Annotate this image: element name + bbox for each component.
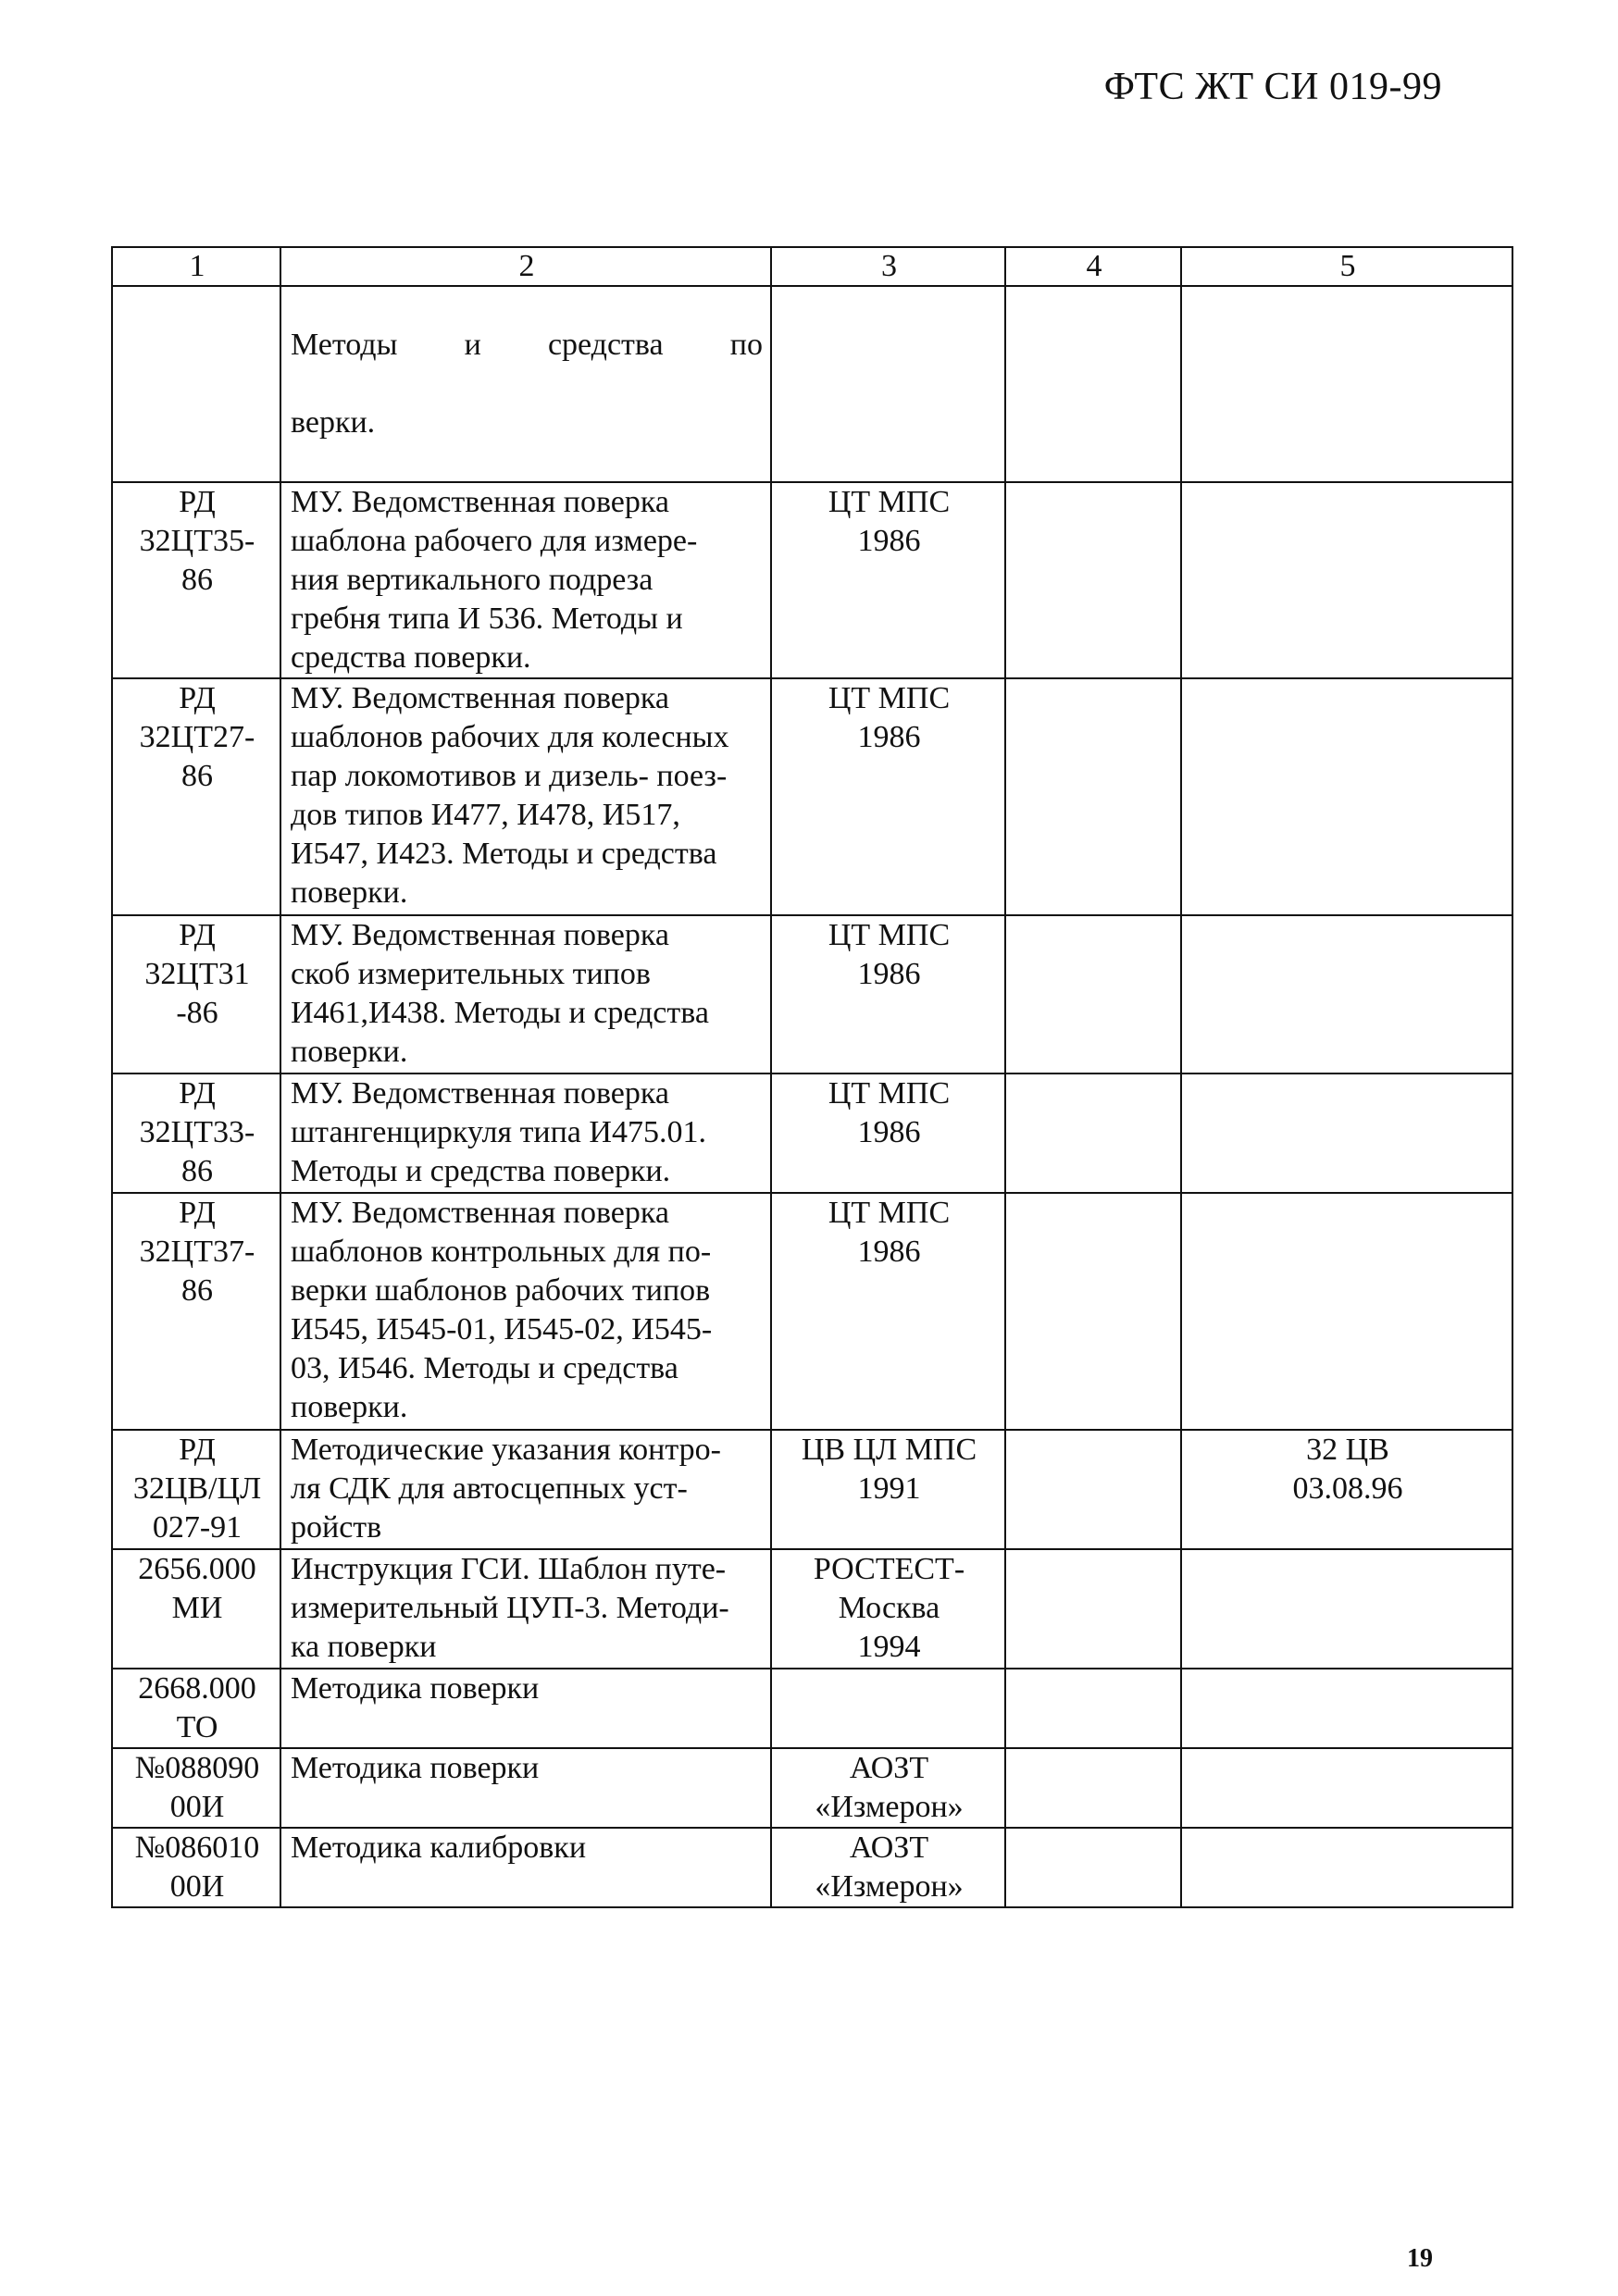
column-4-cell xyxy=(1005,1549,1181,1669)
document-designation-cell: РД 32ЦТ37- 86 xyxy=(112,1193,280,1430)
column-number: 5 xyxy=(1181,247,1512,286)
table-row xyxy=(112,915,1512,1074)
developer-cell: АОЗТ «Измерон» xyxy=(771,1828,1005,1907)
standards-table xyxy=(111,246,1513,1908)
developer-cell: ЦТ МПС 1986 xyxy=(771,915,1005,1074)
document-title-cell: МУ. Ведомственная поверка скоб измерительных типов И461,И438. Методы и средства поверки. xyxy=(280,915,771,1074)
document-designation-cell: 2668.000 ТО xyxy=(112,1669,280,1748)
column-4-cell xyxy=(1005,1748,1181,1828)
approval-cell xyxy=(1181,286,1512,482)
document-designation-cell xyxy=(112,286,280,482)
column-4-cell xyxy=(1005,915,1181,1074)
approval-cell xyxy=(1181,678,1512,915)
document-designation-cell: №088090 00И xyxy=(112,1748,280,1828)
table-row xyxy=(112,1074,1512,1193)
developer-cell xyxy=(771,286,1005,482)
page-number: 19 xyxy=(1407,2244,1433,2273)
developer-cell: РОСТЕСТ- Москва 1994 xyxy=(771,1549,1005,1669)
document-code: ФТС ЖТ СИ 019-99 xyxy=(1103,66,1442,108)
table-row xyxy=(112,482,1512,678)
column-4-cell xyxy=(1005,1430,1181,1549)
developer-cell xyxy=(771,1669,1005,1748)
developer-cell: АОЗТ «Измерон» xyxy=(771,1748,1005,1828)
column-4-cell xyxy=(1005,286,1181,482)
approval-cell: 32 ЦВ 03.08.96 xyxy=(1181,1430,1512,1549)
document-title-cell: МУ. Ведомственная поверка шаблонов контрольных для по- верки шаблонов рабочих типов И545, И545-01, И545-02, И545- 03, И546. Методы и средства поверки. xyxy=(280,1193,771,1430)
approval-cell xyxy=(1181,1549,1512,1669)
document-title-cell: МУ. Ведомственная поверка шаблонов рабочих для колесных пар локомотивов и дизель- поез- дов типов И477, И478, И517, И547, И423. Методы и средства поверки. xyxy=(280,678,771,915)
document-designation-cell: 2656.000 МИ xyxy=(112,1549,280,1669)
approval-cell xyxy=(1181,1828,1512,1907)
column-number: 2 xyxy=(280,247,771,286)
table-row xyxy=(112,1669,1512,1748)
developer-cell: ЦТ МПС 1986 xyxy=(771,482,1005,678)
developer-cell: ЦТ МПС 1986 xyxy=(771,678,1005,915)
developer-cell: ЦТ МПС 1986 xyxy=(771,1074,1005,1193)
approval-cell xyxy=(1181,1074,1512,1193)
approval-cell xyxy=(1181,1669,1512,1748)
document-title-cell: МУ. Ведомственная поверка шаблона рабочего для измере- ния вертикального подреза гребня типа И 536. Методы и средства поверки. xyxy=(280,482,771,678)
justified-line: Методы и средства по xyxy=(291,328,763,362)
column-4-cell xyxy=(1005,482,1181,678)
document-title-cell: Инструкция ГСИ. Шаблон путе- измерительный ЦУП-3. Методи- ка поверки xyxy=(280,1549,771,1669)
column-4-cell xyxy=(1005,1669,1181,1748)
column-number: 1 xyxy=(112,247,280,286)
document-title-cell: Методика поверки xyxy=(280,1669,771,1748)
table-row xyxy=(112,678,1512,915)
approval-cell xyxy=(1181,1193,1512,1430)
document-title-cell: Методика калибровки xyxy=(280,1828,771,1907)
approval-cell xyxy=(1181,915,1512,1074)
table-row xyxy=(112,1549,1512,1669)
table-row xyxy=(112,1430,1512,1549)
document-designation-cell: РД 32ЦТ35- 86 xyxy=(112,482,280,678)
column-number-row xyxy=(112,247,1512,286)
document-title-cell: Методические указания контро- ля СДК для автосцепных уст- ройств xyxy=(280,1430,771,1549)
column-4-cell xyxy=(1005,1828,1181,1907)
table-row xyxy=(112,1748,1512,1828)
table-row xyxy=(112,1828,1512,1907)
column-4-cell xyxy=(1005,1074,1181,1193)
column-number: 3 xyxy=(771,247,1005,286)
column-number: 4 xyxy=(1005,247,1181,286)
approval-cell xyxy=(1181,1748,1512,1828)
document-designation-cell: №086010 00И xyxy=(112,1828,280,1907)
document-designation-cell: РД 32ЦТ31 -86 xyxy=(112,915,280,1074)
document-designation-cell: РД 32ЦВ/ЦЛ 027-91 xyxy=(112,1430,280,1549)
document-designation-cell: РД 32ЦТ33- 86 xyxy=(112,1074,280,1193)
document-title-cell: Методика поверки xyxy=(280,1748,771,1828)
document-title-cell: Методы и средства по верки. xyxy=(280,286,771,482)
approval-cell xyxy=(1181,482,1512,678)
table-row xyxy=(112,286,1512,482)
document-title-cell: МУ. Ведомственная поверка штангенциркуля типа И475.01. Методы и средства поверки. xyxy=(280,1074,771,1193)
column-4-cell xyxy=(1005,678,1181,915)
developer-cell: ЦВ ЦЛ МПС 1991 xyxy=(771,1430,1005,1549)
table-row xyxy=(112,1193,1512,1430)
column-4-cell xyxy=(1005,1193,1181,1430)
document-designation-cell: РД 32ЦТ27- 86 xyxy=(112,678,280,915)
developer-cell: ЦТ МПС 1986 xyxy=(771,1193,1005,1430)
